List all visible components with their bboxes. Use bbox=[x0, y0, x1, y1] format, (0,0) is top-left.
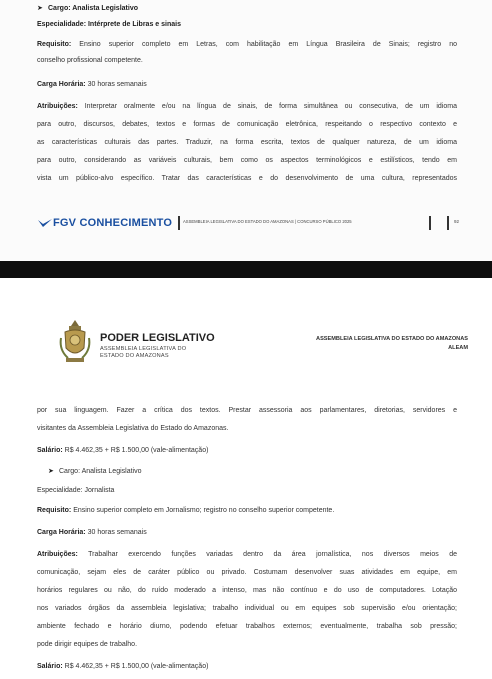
atribuicoes-line-6: pode dirigir equipes de trabalho. bbox=[37, 641, 138, 648]
especialidade-line: Especialidade: Intérprete de Libras e sinais bbox=[37, 21, 181, 28]
header-right-abbr: ALEAM bbox=[448, 345, 468, 351]
page-number: 92 bbox=[454, 219, 460, 224]
atribuicoes-line-1: Atribuições: Interpretar oralmente e/ou na língua de sinais, de forma simultânea ou consecutiva, de um idioma bbox=[37, 103, 457, 110]
document-page-top bbox=[0, 0, 492, 261]
page-separator bbox=[0, 261, 492, 278]
cargo-heading: Cargo: Analista Legislativo bbox=[48, 5, 138, 12]
header-right-title: ASSEMBLEIA LEGISLATIVA DO ESTADO DO AMAZONAS bbox=[316, 336, 468, 342]
atribuicoes-line-4: nos variados órgãos da assembleia legislativa; trabalho individual ou em equipes sob supervisão e/ou orientação; bbox=[37, 605, 457, 612]
atribuicoes-line-5: vista um público-alvo específico. Tratar das características e do desenvolvimento de uma cultura, representados bbox=[37, 175, 457, 182]
atribuicoes-line-1: Atribuições: Trabalhar exercendo funções variadas dentro da área jornalística, nos diversos meios de bbox=[37, 551, 457, 558]
continuation-line-2: visitantes da Assembleia Legislativa do Estado do Amazonas. bbox=[37, 425, 229, 432]
especialidade-line: Especialidade: Jornalista bbox=[37, 487, 115, 494]
atribuicoes-line-2: para outro, discursos, debates, textos e formas de comunicação eletrônica, respeitando o respectivo contexto e bbox=[37, 121, 457, 128]
carga-horaria-line: Carga Horária: 30 horas semanais bbox=[37, 529, 147, 536]
atribuicoes-line-3: horários regulares ou não, do ruído moderado a intenso, mas não contínuo e do uso de computadores. Lotação bbox=[37, 587, 457, 594]
atribuicoes-line-2: comunicação, sejam eles de caráter público ou privado. Costumam desenvolver suas atividades em equipe, em bbox=[37, 569, 457, 576]
requisito-line: Requisito: Ensino superior completo em Jornalismo; registro no conselho superior competente. bbox=[37, 507, 335, 514]
fgv-conhecimento-logo: FGV CONHECIMENTO bbox=[37, 216, 172, 230]
requisito-line-2: conselho profissional competente. bbox=[37, 57, 143, 64]
atribuicoes-line-3: as características culturais das partes. Traduzir, na forma escrita, textos de qualquer natureza, de um idioma bbox=[37, 139, 457, 146]
cargo-heading: Cargo: Analista Legislativo bbox=[59, 468, 142, 475]
footer-text: ASSEMBLEIA LEGISLATIVA DO ESTADO DO AMAZONAS | CONCURSO PÚBLICO 2025 bbox=[183, 219, 352, 224]
requisito-paragraph: Requisito: Ensino superior completo em Letras, com habilitação em Língua Brasileira de Sinais; registro no bbox=[37, 41, 457, 48]
fgv-check-icon bbox=[37, 218, 53, 229]
carga-horaria-line: Carga Horária: 30 horas semanais bbox=[37, 81, 147, 88]
footer-divider bbox=[447, 216, 449, 230]
footer-divider bbox=[178, 216, 180, 230]
atribuicoes-line-4: para outro, considerando as variáveis culturais, bem como os aspectos terminológicos e estilísticos, tendo em bbox=[37, 157, 457, 164]
footer-divider bbox=[429, 216, 431, 230]
salario-line: Salário: R$ 4.462,35 + R$ 1.500,00 (vale-alimentação) bbox=[37, 663, 209, 670]
salario-line: Salário: R$ 4.462,35 + R$ 1.500,00 (vale-alimentação) bbox=[37, 447, 209, 454]
poder-legislativo-title: PODER LEGISLATIVO bbox=[100, 332, 215, 344]
continuation-line-1: por sua linguagem. Fazer a crítica dos textos. Prestar assessoria aos parlamentares, diretorias, servidores e bbox=[37, 407, 457, 414]
amazonas-coat-of-arms-icon bbox=[58, 318, 92, 364]
bullet-arrow-icon: ➤ bbox=[37, 5, 43, 12]
assembleia-subtitle: ASSEMBLEIA LEGISLATIVA DO ESTADO DO AMAZONAS bbox=[100, 346, 187, 359]
atribuicoes-line-5: ambiente fechado e horário diurno, podendo efetuar trabalhos externos; eventualmente, trabalha sob pressão; bbox=[37, 623, 457, 630]
bullet-arrow-icon: ➤ bbox=[48, 468, 54, 475]
document-page-bottom bbox=[0, 278, 492, 679]
